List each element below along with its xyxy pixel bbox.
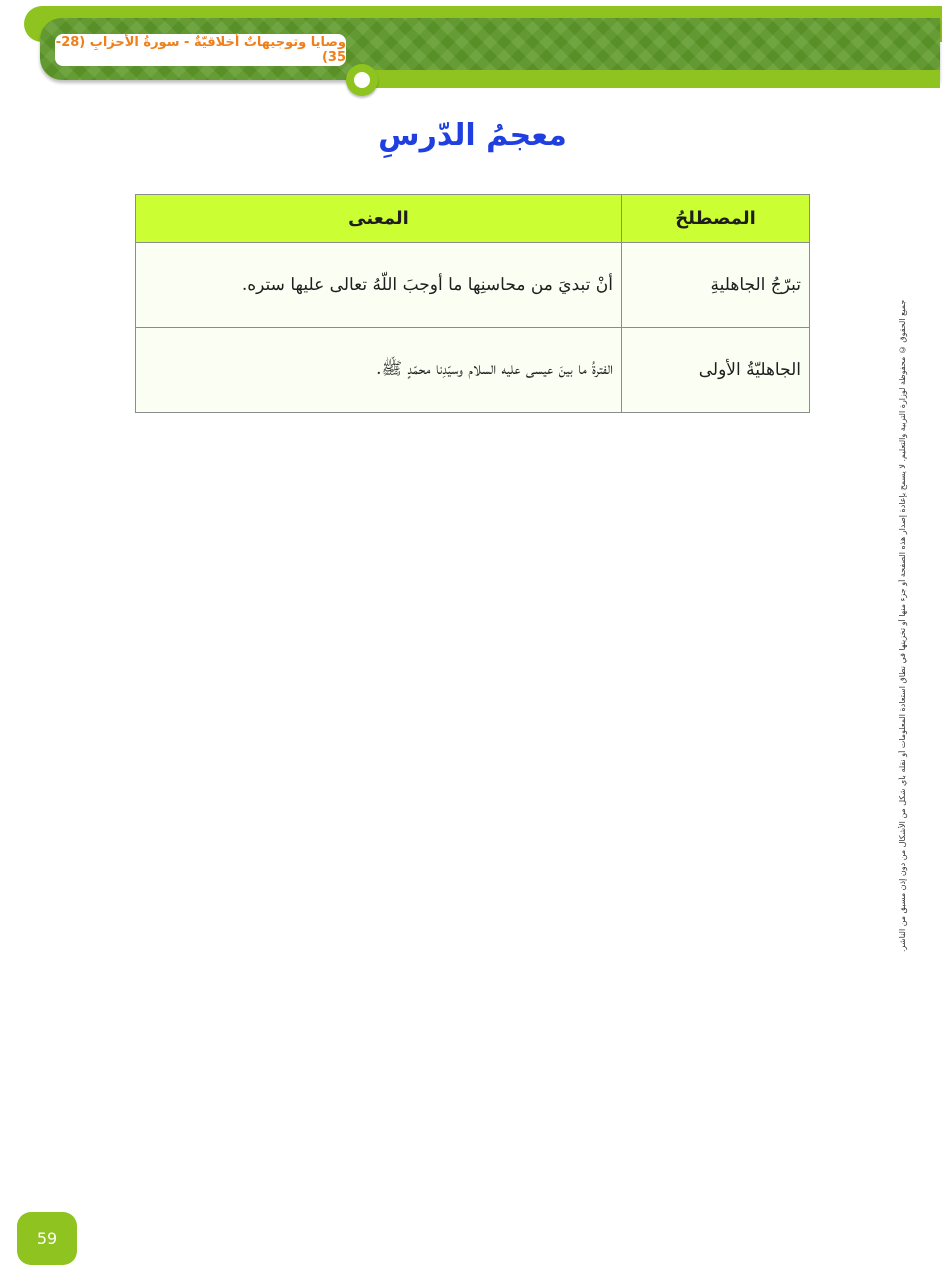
header-circle-ornament — [346, 64, 378, 96]
term-cell: تبرّجُ الجاهليةِ — [622, 243, 810, 328]
table-row — [136, 243, 810, 328]
meaning-cell: الفترةُ ما بينَ عيسى عليه السلام وسيّدِنا محمّدٍ ﷺ. — [136, 328, 622, 413]
meaning-cell: أنْ تبديَ من محاسنِها ما أوجبَ اللّهُ تعالى عليها ستره. — [136, 243, 622, 328]
lesson-title: وصايا وتوجيهاتٌ أخلاقيّةٌ - سورةُ الأحزابِ (28-35) — [55, 35, 346, 65]
table-header-row — [136, 195, 810, 243]
page-heading: معجمُ الدّرسِ — [378, 118, 567, 153]
glossary-table — [135, 194, 810, 413]
header-meaning: المعنى — [136, 195, 622, 243]
header-lime-strip — [360, 70, 940, 88]
page-number: 59 — [17, 1212, 77, 1265]
table-row — [136, 328, 810, 413]
copyright-notice: جميع الحقوق © محفوظة لوزارة التربية والتعليم. لا يسمح بإعادة إصدار هذه الصفحة أو جزء منها أو تخزينها في نطاق استعادة المعلومات أو نقله بأي شكل من الأشكال من دون إذن مسبق من الناشر. — [898, 300, 907, 953]
header-term: المصطلحُ — [622, 195, 810, 243]
term-cell: الجاهليّةُ الأولى — [622, 328, 810, 413]
